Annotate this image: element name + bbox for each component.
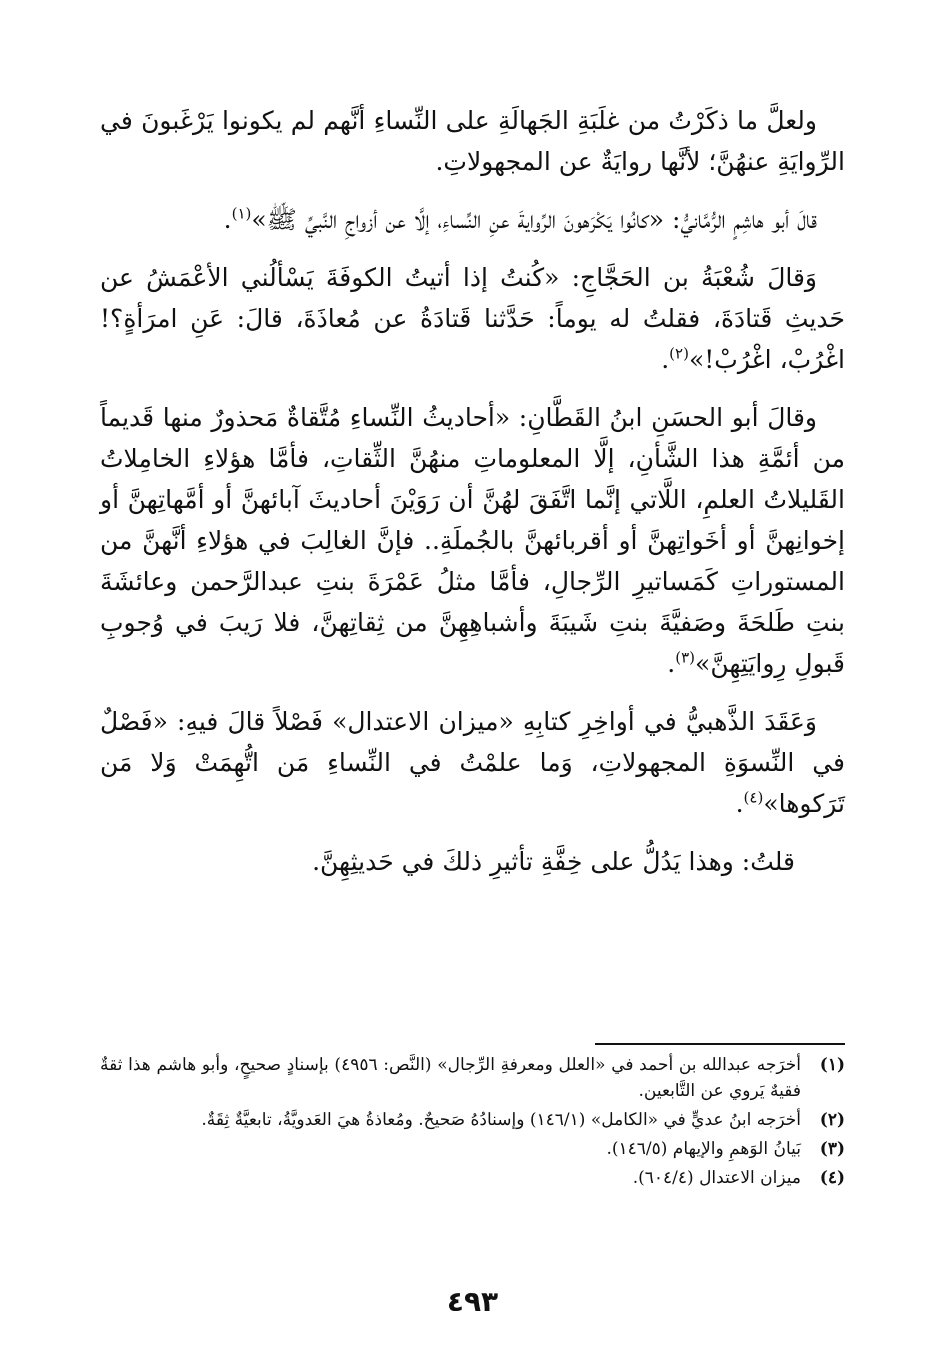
footnote: [100, 1136, 845, 1162]
paragraph-text: وقالَ أبو الحسَنِ ابنُ القَطَّانِ: «أحاديثُ النِّساءِ مُتَّقاةٌ مَحذورٌ منها قَديماً من أئمَّةِ هذا الشَّأنِ، إلَّا المعلوماتِ منهُنَّ الثِّقاتِ، فأمَّا هؤلاءِ الخامِلاتُ القَليلاتُ العلمِ، اللَّاتي إنَّما اتَّفَقَ لهُنَّ أن رَوَيْنَ أحاديثَ آبائهنَّ أو أمَّهاتِهنَّ أو إخوانِهنَّ أو أخَواتِهنَّ أو أقربائهنَّ بالجُملَةِ.. فإنَّ الغالِبَ في هؤلاءِ أنَّهنَّ من المستوراتِ كَمَساتيرِ الرِّجالِ، فأمَّا مثلُ عَمْرَةَ بنتِ عبدالرَّحمن وعائشَةَ بنتِ طَلحَةَ وصَفيَّةَ بنتِ شَيبَةَ وأشباهِهِنَّ من ثِقاتِهنَّ، فلا رَيبَ في وُجوبِ قَبولِ رِوايَتِهِنَّ»: [100, 403, 845, 678]
footnote-text: أخرَجه ابنُ عديٍّ في «الكامل» (١٤٦/١) وإسنادُهُ صَحيحٌ. ومُعاذةُ هيَ العَدويَّةُ، تابعيَّةٌ ثِقَةٌ.: [201, 1110, 801, 1130]
paragraph-text: قالَ أبو هاشِمٍ الرُّمَّانيُّ: «كانُوا يَكْرَهونَ الرِّوايةَ عنِ النِّساءِ، إلَّا عن أزواجِ النَّبيِّ ﷺ»: [251, 205, 817, 234]
footnote-number: (١): [819, 1055, 845, 1075]
footnote-ref: (٢): [669, 344, 689, 363]
footnote-text: بَيانُ الوَهمِ والإيهام (١٤٦/٥).: [606, 1139, 801, 1159]
paragraph-end: .: [661, 345, 670, 374]
footnote-number: (٢): [819, 1110, 845, 1130]
paragraph: [100, 100, 845, 182]
footnote-ref: (٤): [743, 788, 764, 807]
footnote: [100, 1052, 845, 1104]
paragraph-end: .: [667, 649, 676, 678]
paragraph: [100, 199, 845, 240]
page-number: ٤٩٣: [446, 1285, 499, 1318]
paragraph-end: .: [735, 789, 744, 818]
footnote: [100, 1107, 845, 1133]
paragraph: [100, 397, 845, 684]
footnote-number: (٣): [819, 1139, 845, 1159]
paragraph-text: وَقالَ شُعْبَةُ بن الحَجَّاجِ: «كُنتُ إذا أتيتُ الكوفَةَ يَسْألُني الأعْمَشُ عن حَديثِ قَتادَةَ، فقلتُ له يوماً: حَدَّثنا قَتادَةُ عن مُعاذَةَ، قالَ: عَنِ امرَأةٍ؟! اغْرُبْ، اغْرُبْ!»: [100, 263, 845, 374]
footnote-text: ميزان الاعتدال (٦٠٤/٤).: [632, 1168, 801, 1188]
paragraph: [100, 701, 845, 824]
paragraph-end: .: [223, 205, 232, 234]
footnote-separator: [595, 1043, 845, 1045]
paragraph-text: ولعلَّ ما ذكَرْتُ من غلَبَةِ الجَهالَةِ على النِّساءِ أنَّهم لم يكونوا يَرْغَبونَ في الرِّوايَةِ عنهُنَّ؛ لأنَّها روايَةٌ عن المجهولاتِ.: [100, 106, 845, 176]
paragraph-text: قلتُ: وهذا يَدُلُّ على خِفَّةِ تأثيرِ ذلكَ في حَديثِهِنَّ.: [312, 847, 795, 876]
main-text: [100, 100, 845, 899]
footnote-ref: (١): [231, 204, 252, 223]
footnote-number: (٤): [819, 1168, 845, 1188]
footnote-ref: (٣): [675, 648, 696, 667]
footnote: [100, 1165, 845, 1191]
footnote-text: أخرَجه عبدالله بن أحمد في «العلل ومعرفةِ الرِّجال» (النَّص: ٤٩٥٦) بإسنادٍ صحيحٍ، وأبو هاشم هذا ثقةٌ فقيهٌ يَروي عن التَّابعين.: [100, 1055, 802, 1101]
footnotes: [100, 1052, 845, 1194]
paragraph-text: وَعَقَدَ الذَّهبيُّ في أواخِرِ كتابِهِ «ميزان الاعتدال» فَصْلاً قالَ فيهِ: «فَصْلٌ في النِّسوَةِ المجهولاتِ، وَما علمْتُ في النِّساءِ مَن اتُّهِمَتْ وَلا مَن تَرَكوها»: [100, 707, 845, 818]
paragraph: [100, 257, 845, 380]
paragraph: [100, 841, 845, 882]
